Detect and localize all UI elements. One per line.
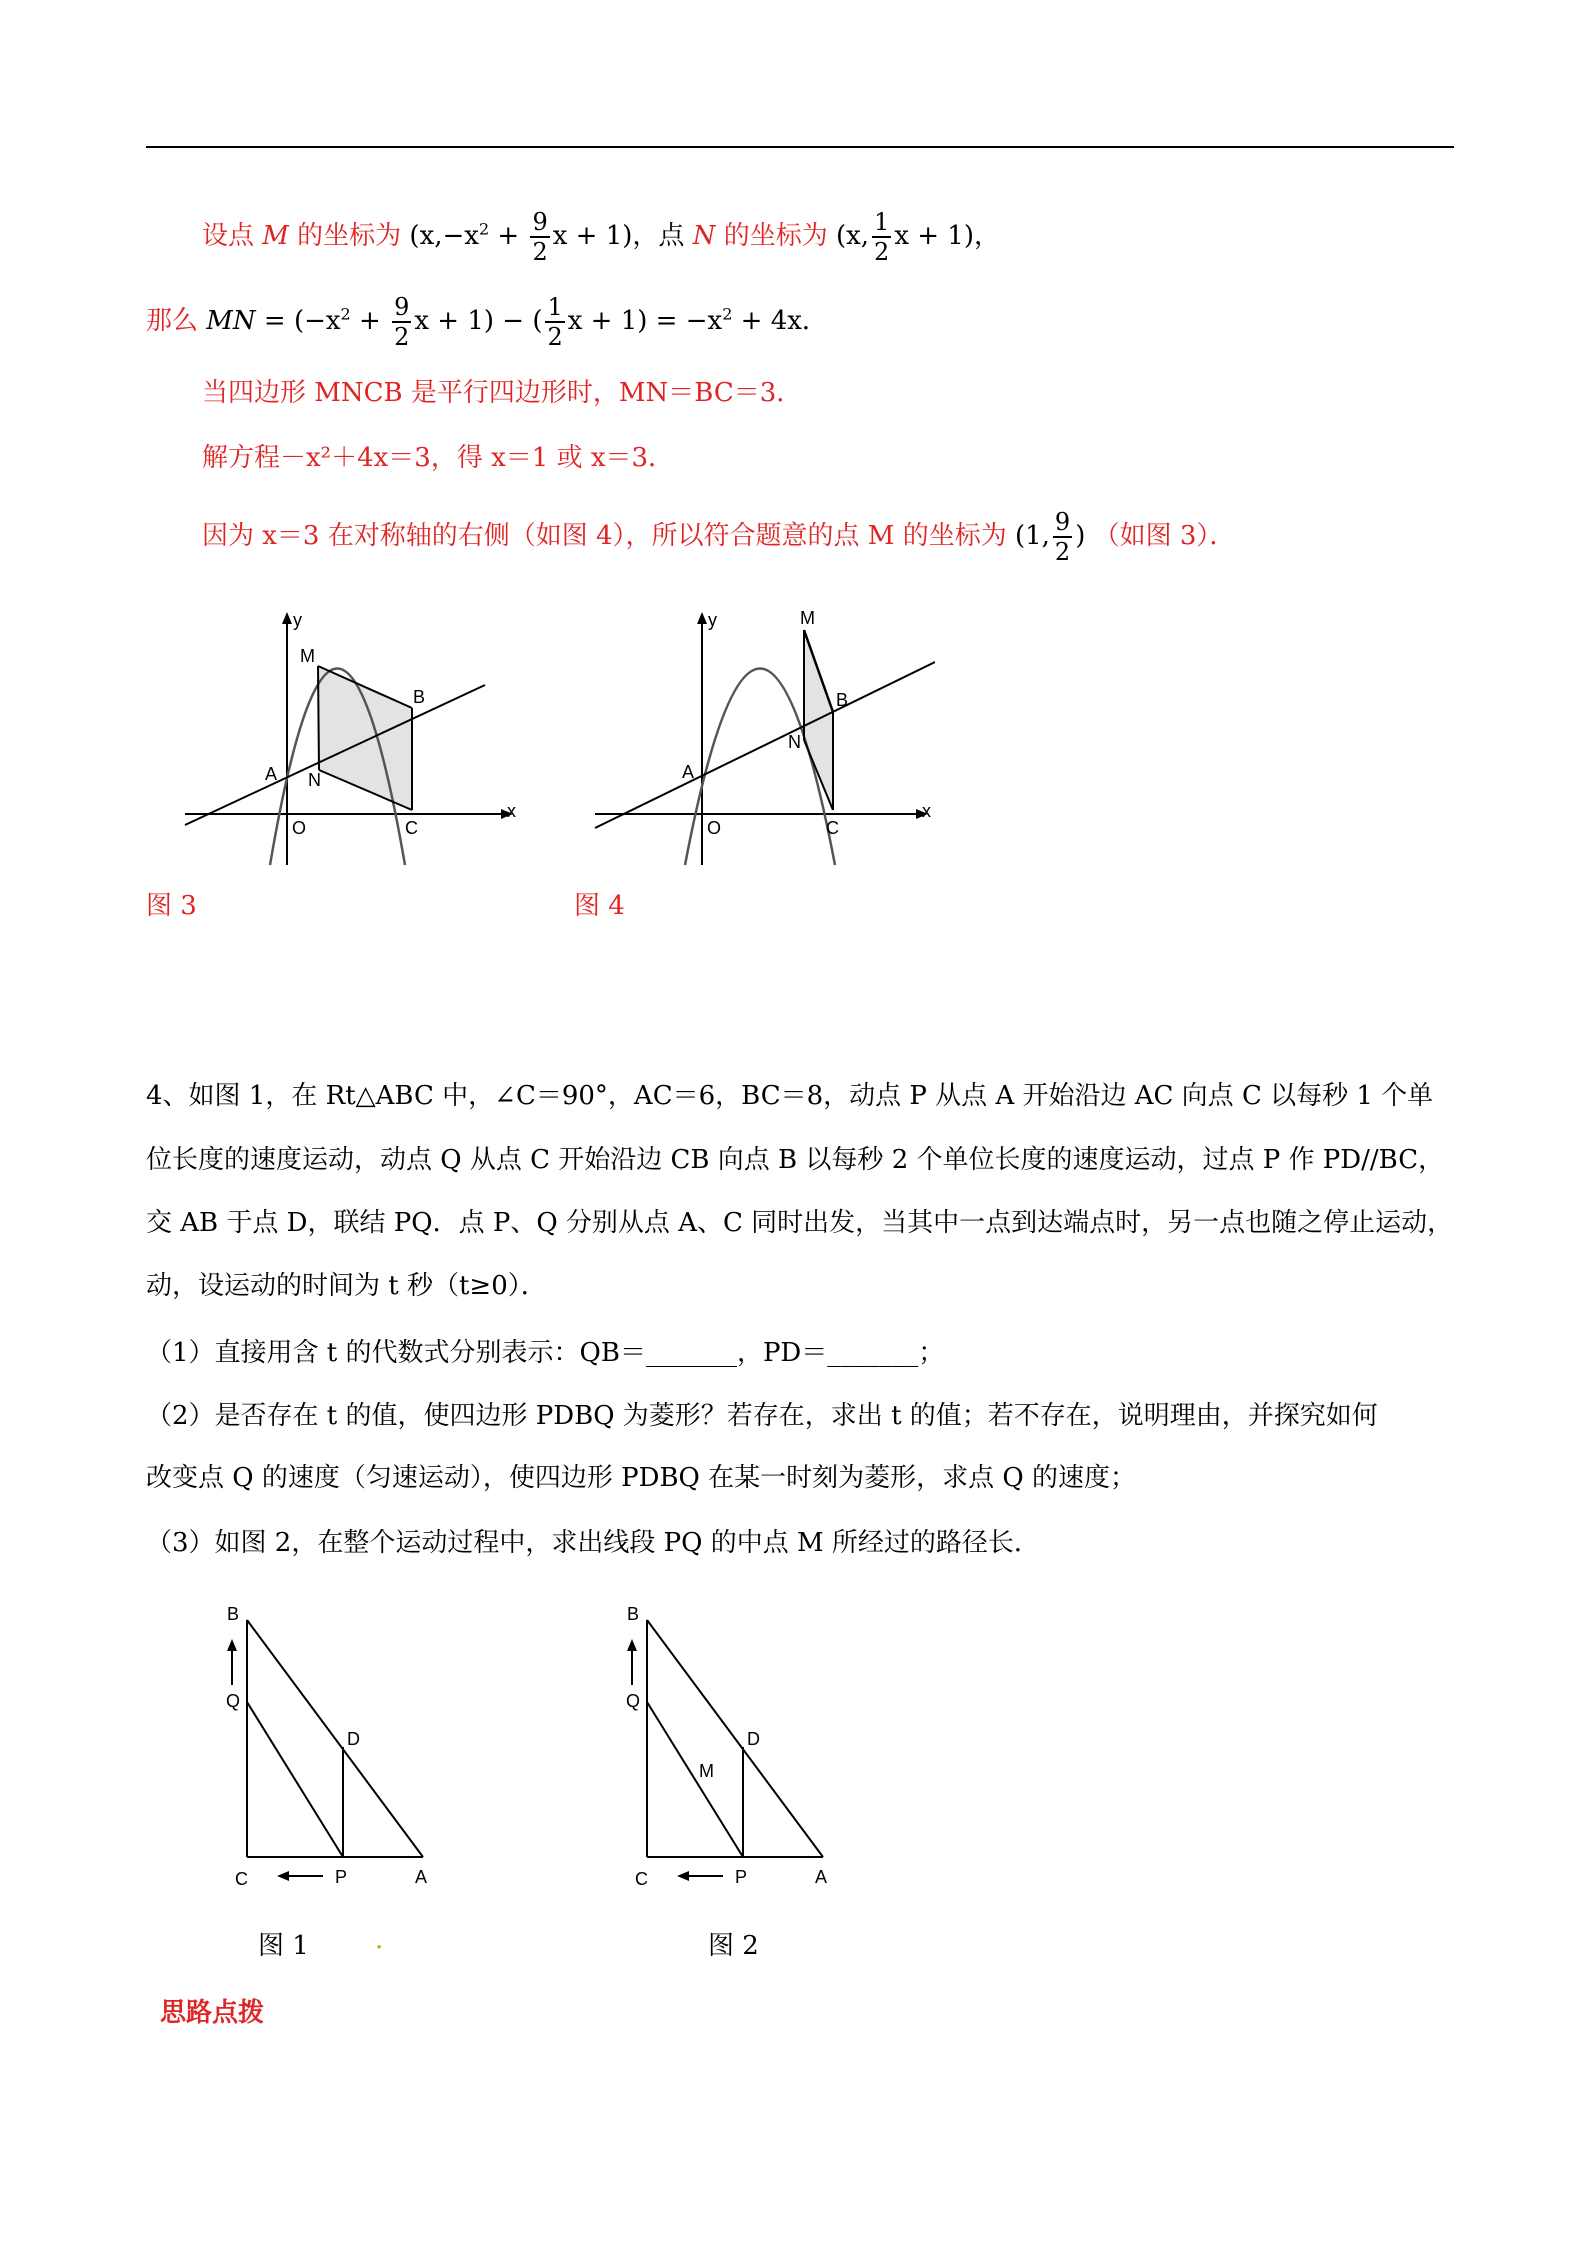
figure-4: [590, 600, 935, 870]
fraction-9-2-c: $\frac{9}{2}$: [1054, 508, 1071, 566]
solution-line-1: 设点 M 的坐标为 ($x,-x^2$ + $\frac{9}{2}$ x + 1)，点 N 的坐标为 (x, $\frac{1}{2}$ x + 1)，: [202, 208, 1000, 266]
fig3-label-y: y: [293, 610, 302, 630]
fig4-label-O: O: [707, 818, 722, 838]
fig4-label-B: B: [836, 690, 849, 710]
fig2-label-Q: Q: [626, 1691, 641, 1711]
fig1-label-Q: Q: [226, 1691, 241, 1711]
fraction-1-2-b: $\frac{1}{2}$: [547, 293, 563, 351]
fig4-label-C: C: [826, 818, 839, 838]
fig4-label-N: N: [788, 732, 801, 752]
fraction-9-2-b: $\frac{9}{2}$: [394, 293, 410, 351]
figure-2: [615, 1595, 855, 1895]
fig2-label-P: P: [735, 1867, 748, 1887]
fig3-label-O: O: [292, 818, 307, 838]
fig2-label-M: M: [699, 1761, 714, 1781]
hint-heading: 思路点拨: [160, 1998, 265, 2028]
fig2-label-B: B: [627, 1604, 640, 1624]
fig1-label-P: P: [335, 1867, 348, 1887]
fig3-label-x: x: [507, 801, 516, 821]
problem4-line-4: 动，设运动的时间为 t 秒（t≥0）．: [146, 1271, 547, 1301]
fig1-label-C: C: [235, 1869, 248, 1889]
problem4-question-1: （1）直接用含 t 的代数式分别表示：QB＝_______，PD＝_______；: [146, 1338, 945, 1368]
fig4-label-A: A: [682, 762, 695, 782]
figure-1: [215, 1595, 455, 1895]
fig3-label-M: M: [300, 646, 315, 666]
problem4-question-2-line-2: 改变点 Q 的速度（匀速运动），使四边形 PDBQ 在某一时刻为菱形，求点 Q 的速度；: [146, 1463, 1136, 1493]
figure-2-caption: 图 2: [708, 1931, 759, 1961]
figure-3-caption: 图 3: [146, 891, 197, 921]
fig3-label-A: A: [265, 764, 278, 784]
solution-line-2: 那么 MN = ($-x^2$ + $\frac{9}{2}$ x + 1) − ( $\frac{1}{2}$ $x + 1) = -x^2 + 4x$．: [146, 293, 828, 351]
solution-line-4: 解方程－x²＋4x＝3，得 x＝1 或 x＝3．: [202, 443, 675, 473]
fig1-label-B: B: [227, 1604, 240, 1624]
figure-1-caption: 图 1: [258, 1931, 309, 1961]
fig1-label-D: D: [347, 1729, 360, 1749]
problem4-question-3: （3）如图 2，在整个运动过程中，求出线段 PQ 的中点 M 所经过的路径长．: [146, 1528, 1040, 1558]
problem4-line-1: 4、如图 1，在 Rt△ABC 中，∠C＝90°，AC＝6，BC＝8，动点 P 从点 A 开始沿边 AC 向点 C 以每秒 1 个单: [146, 1081, 1434, 1111]
problem4-question-2-line-1: （2）是否存在 t 的值，使四边形 PDBQ 为菱形？若存在，求出 t 的值；若不存在，说明理由，并探究如何: [146, 1401, 1378, 1431]
figure-4-caption: 图 4: [574, 891, 625, 921]
fig2-label-D: D: [747, 1729, 760, 1749]
problem4-line-3: 交 AB 于点 D，联结 PQ．点 P、Q 分别从点 A、C 同时出发，当其中一点到达端点时，另一点也随之停止运动，: [146, 1208, 1454, 1238]
fig2-label-C: C: [635, 1869, 648, 1889]
fraction-9-2: $\frac{9}{2}$: [532, 208, 548, 266]
fig4-label-x: x: [922, 801, 931, 821]
solution-line-3: 当四边形 MNCB 是平行四边形时，MN＝BC＝3．: [202, 378, 803, 408]
fraction-1-2: $\frac{1}{2}$: [874, 208, 890, 266]
fig2-label-A: A: [815, 1867, 828, 1887]
fig4-label-M: M: [800, 608, 815, 628]
fig4-label-y: y: [708, 610, 717, 630]
fig3-label-N: N: [308, 770, 321, 790]
fig3-label-B: B: [413, 687, 426, 707]
figure-3: [175, 600, 520, 870]
fig1-label-A: A: [415, 1867, 428, 1887]
header-rule: [146, 146, 1454, 148]
solution-line-5: 因为 x＝3 在对称轴的右侧（如图 4），所以符合题意的点 M 的坐标为 (1, $\frac{9}{2}$ ) （如图 3）．: [202, 508, 1236, 566]
fig3-label-C: C: [405, 818, 418, 838]
problem4-line-2: 位长度的速度运动，动点 Q 从点 C 开始沿边 CB 向点 B 以每秒 2 个单位长度的速度运动，过点 P 作 PD//BC，: [146, 1145, 1445, 1175]
stray-dot: .: [375, 1925, 384, 1955]
